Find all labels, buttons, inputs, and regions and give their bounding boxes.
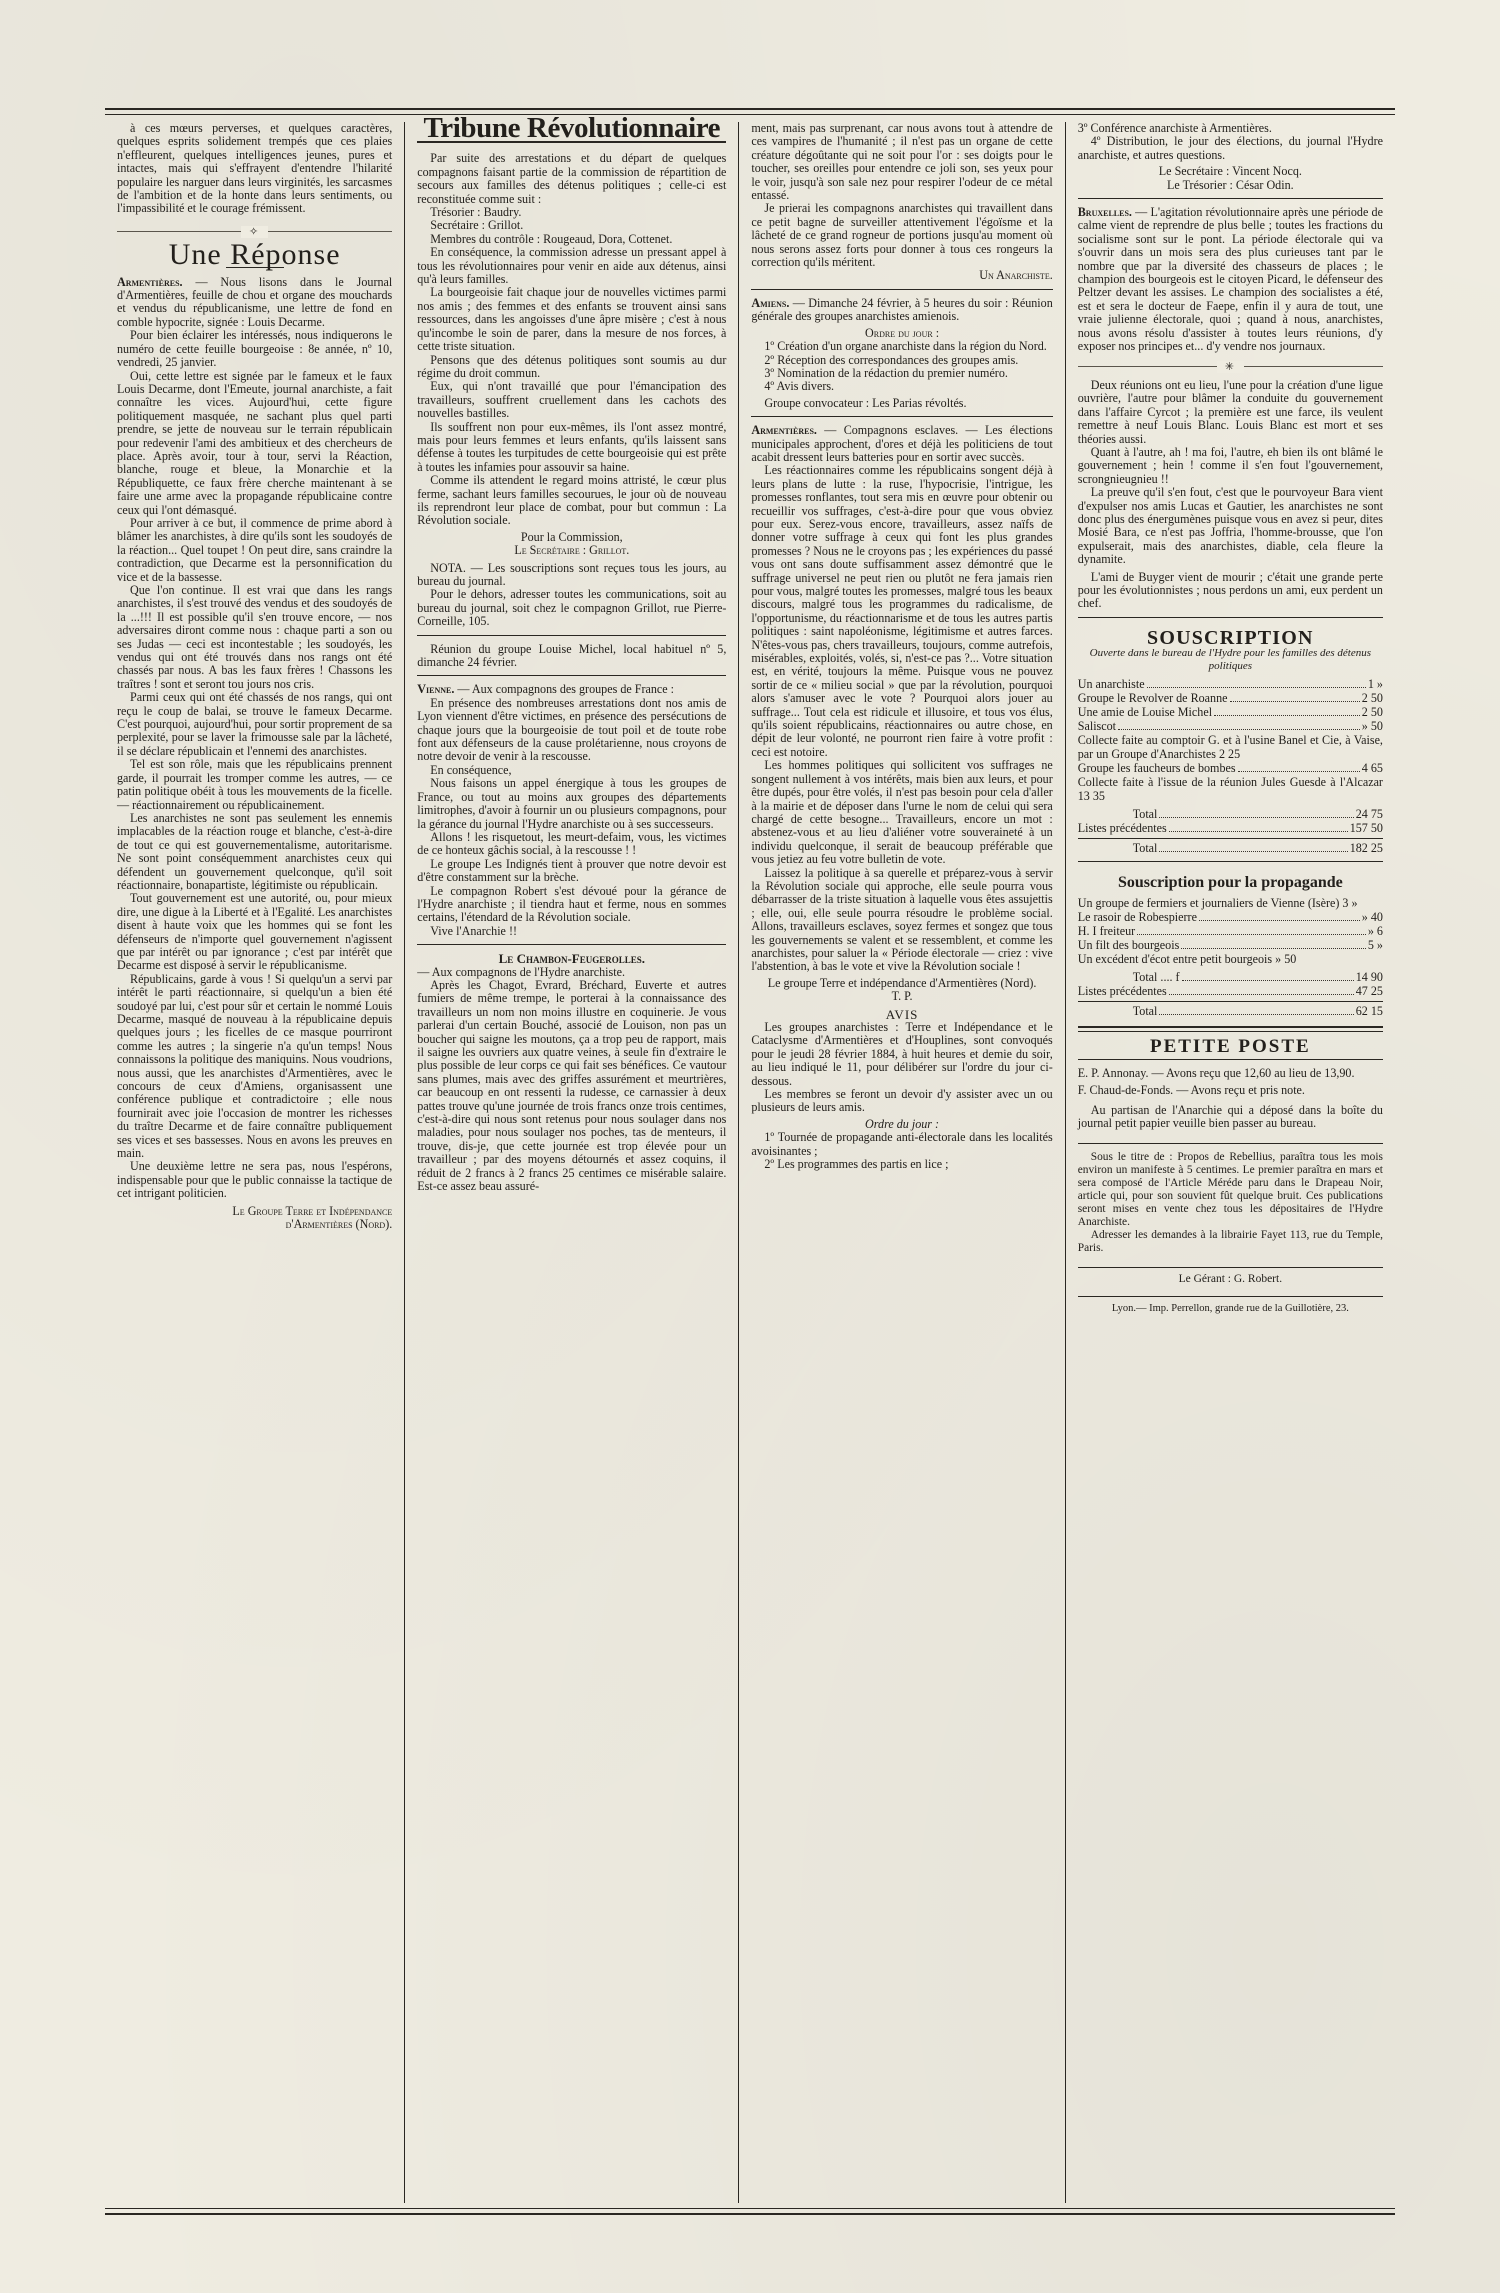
leader-dots (1159, 1014, 1353, 1015)
para: Comme ils attendent le regard moins attristé, le cœur plus ferme, sachant leurs familles secourues, le jour où de nouveau ils reprendront leur place de combat, pour but commun : La Révolution sociale. (417, 473, 727, 528)
dateline-bruxelles: Bruxelles. (1077, 205, 1132, 220)
armentieres-entry (751, 424, 1052, 464)
list-item (1078, 896, 1383, 910)
donor-name: Un excédent d'écot entre petit bourgeois (1077, 951, 1273, 966)
list-item (1078, 775, 1383, 803)
bruxelles-text: — L'agitation révolutionnaire après une période de calme vient de reprendre de plus belle ; toutes les fractions du socialisme sont sur le pont. La période électorale qui va s'ouvrir dans un mois sera des plus curieuses tant par le nombre que par la diversité des chasseurs de places ; le champion des bourgeois est le citoyen Picard, le défenseur des Peltzer devant les assises. Le champion des socialistes a été, est et sera le docteur de Faepe, enfin il y aura de tout, une vraie julienne électorale, quoi ; quand à nous, anarchistes, nous avons résolu d'assister à toutes leurs réunions, d'y exposer nos principes et... d'y vendre nos journaux. (1077, 205, 1383, 354)
armentieres-initials: T. P. (891, 989, 913, 1004)
donor-name: Un groupe de fermiers et journaliers de Vienne (Isère) (1077, 895, 1340, 910)
para: Le groupe Les Indignés tient à prouver que notre devoir est d'être constamment sur la brèche. (417, 856, 727, 885)
printer-colophon: Lyon.— Imp. Perrellon, grande rue de la Guillotière, 23. (1078, 1296, 1383, 1315)
grand-total-amount: 62 15 (1355, 1003, 1383, 1018)
donor-amount: » 50 (1275, 951, 1297, 966)
para: Pour arriver à ce but, il commence de prime abord à blâmer les anarchistes, à dire qu'ils sont les soudoyés de la réaction... Quel toupet ! On peut dire, sans craindre la contradiction, que Decarme est la personnification du vice et de la bassesse. (117, 515, 393, 584)
para: Républicains, garde à vous ! Si quelqu'un a servi par intérêt le parti réactionnaire, si quelqu'un a bien été soudoyé par lui, c'est pour sûr et certain le nommé Louis Decarme, masqué de nouveau à la républicaine depuis quelques jours ; les ficelles de ce masque pourriront comme les autres ; la singerie n'a qu'un temps! Nous connaissons la politique des maniquins. Nous voudrions, nous aussi, que les anarchistes d'Armentières, avec le concours de ceux d'Amiens, organisassent une conférence publique et contradictoire ; elle nous fournirait avec joie l'occasion de montrer les richesses du traître Decarme et de faire connaître publiquement ses vices et ses bassesses. Nous en avons les preuves en main. (117, 971, 393, 1161)
subscriber-name: Saliscot (1077, 719, 1117, 734)
para: En conséquence, (430, 762, 512, 777)
para: Tout gouvernement est une autorité, ou, pour mieux dire, une digue à la Liberté et à l'Egalité. Les anarchistes disent à haute voix que les hommes qui se font les défenseurs de n'importe quel gouvernement n'agissent que par intérêt ou par ignorance ; c'est par intérêt que Decarme est disposé à servir le républicanisme. (117, 891, 393, 973)
para: Après les Chagot, Evrard, Bréchard, Euverte et autres fumiers de même trempe, le porterai à la connaissance des travailleurs un nom non moins illustre en coquinerie. Je vous parlerai d'un certain Bouché, associé de Louison, non pas un boucher qui saigne les moutons, ça a trop peu de rapport, mais il saigne les ouvriers aux quatre veines, à seule fin d'extraire le plus possible de leur corps ce qui fait ses bénéfices. Ce vautour sans plumes, mais avec des griffes assurément et meurtrières, car beaucoup en ont ressenti la rudesse, ce carnassier à deux pattes trouve qu'une journée de trois francs onze trois centimes, c'est-à-dire qui nous sont retenus pour nous soulager dans nos maladies, pour nous soulager nos poches, tas de menteurs, il trouve, dis-je, que cette journée est trop élevée pour un travailleur ; par des moyens détournés et assez coquins, il réduit de 2 francs à 2 francs 25 centimes ce misérable salaire. Est-ce assez beau assuré- (417, 977, 727, 1194)
para: Parmi ceux qui ont été chassés de nos rangs, qui ont reçu le coup de balai, se trouve le fameux Decarme. C'est pourquoi, aujourd'hui, pour sortir proprement de sa perplexité, pour se laver la frimousse sale par la lâcheté, il se déclare républicain et l'ennemi des anarchistes. (117, 690, 393, 758)
section-divider (1078, 617, 1383, 618)
dateline-armentieres: Armentières. (117, 274, 183, 289)
leader-dots (1147, 687, 1366, 688)
amiens-convener: Groupe convocateur : Les Parias révoltés. (764, 395, 967, 410)
subscriber-name: Groupe le Revolver de Roanne (1077, 691, 1228, 706)
para: Une deuxième lettre ne sera pas, nous l'espérons, indispensable pour que le public connaisse la tactique de cet intrigant politicien. (117, 1159, 393, 1201)
para: Pensons que des détenus politiques sont soumis au dur régime du droit commun. (417, 352, 727, 380)
ornament-glyph-2: ✳ (1217, 361, 1244, 373)
ornament-divider (117, 225, 392, 239)
para: Allons ! les risquetout, les meurt-defaim, vous, les victimes de ce honteux gâchis social, à la rescousse ! ! (417, 829, 727, 858)
commission-signoff: Pour la Commission, (520, 529, 623, 544)
leader-dots (1169, 831, 1348, 832)
subscriber-name: Collecte faite à l'issue de la réunion Jules Guesde à l'Alcazar (1077, 775, 1383, 790)
petite-poste-item: E. P. Annonay. — Avons reçu que 12,60 au lieu de 13,90. (1077, 1066, 1355, 1081)
donor-amount: » 6 (1367, 923, 1383, 938)
grand-total-label: Total (1132, 841, 1158, 856)
bottom-rule (105, 2208, 1395, 2215)
para: ment, mais pas surprenant, car nous avons tout à attendre de ces vampires de l'humanité ; il n'est pas un organe de cette créature dégoûtante qui ne soit pour l'or : ses doigts pour le toucher, ses oreilles pour entendre ce joli son, ses yeux pour le voir, jusqu'à son sale nez pour respirer l'odeur de ce métal entassé. (751, 121, 1053, 203)
para: Tel est son rôle, mais que les républicains prennent garde, il pourrait les tromper comme les autres, — ce patin politique obéit à tous les mouvements de la ficelle. — réactionnairement ou républicainement. (117, 757, 393, 812)
leader-dots (1181, 948, 1366, 949)
signature-location: d'Armentières (Nord). (285, 1217, 393, 1232)
subscription-total-row (1078, 807, 1383, 821)
leader-dots (1214, 715, 1360, 716)
subscriber-name: Une amie de Louise Michel (1077, 705, 1213, 720)
leader-dots (1238, 771, 1360, 772)
leader-dots (1199, 920, 1360, 921)
subscription-previous-row (1078, 821, 1383, 835)
previous-label: Listes précédentes (1077, 983, 1167, 998)
avis-heading: AVIS (885, 1006, 919, 1022)
notice-text: Sous le titre de : Propos de Rebellius, paraîtra tous les mois environ un manifeste à 5 centimes. Le premier paraîtra en mars et sera composé de l'Article Méréde paru dans le Drapeau Noir, article qui, pour son souvient fût quelque bruit. Ces publications seront mises en vente chez tous les dépositaires de l'Hydre Anarchiste. (1077, 1150, 1383, 1228)
para: La bourgeoisie fait chaque jour de nouvelles victimes parmi nos amis ; des femmes et des enfants se trouvent ainsi sans ressources, dans les angoisses d'une âpre misère ; c'est à nous qu'incombe le soin de parer, dans la mesure de nos forces, à cette triste situation. (417, 285, 727, 354)
treasurer-line: Le Trésorier : César Odin. (1167, 177, 1294, 192)
previous-label: Listes précédentes (1077, 821, 1167, 836)
grand-total-amount: 182 25 (1349, 841, 1383, 856)
petite-poste-heading: PETITE POSTE (1149, 1035, 1311, 1057)
list-item (1078, 719, 1383, 733)
column-1 (105, 122, 404, 2203)
propagande-previous-row (1078, 984, 1383, 998)
notice-address: Adresser les demandes à la librairie Fayet 113, rue du Temple, Paris. (1077, 1228, 1383, 1254)
armentieres-intro (117, 276, 392, 330)
section-divider (417, 944, 726, 945)
columns-container (105, 112, 1395, 2203)
leader-dots (1230, 701, 1360, 702)
subscriber-amount: 4 65 (1361, 761, 1383, 776)
bruxelles-entry (1078, 206, 1383, 353)
agenda-item: 1º Création d'un organe anarchiste dans la région du Nord. (764, 339, 1047, 354)
souscription-subheading: Ouverte dans le bureau de l'Hydre pour les familles des détenus politiques (1089, 647, 1372, 672)
total-label: Total (1132, 807, 1158, 822)
subscriber-amount: 1 » (1367, 677, 1383, 692)
leader-dots (1118, 729, 1360, 730)
para: Les anarchistes ne sont pas seulement les ennemis implacables de la réaction rouge et blanche, c'est-à-dire de tout ce qui est gouvernementalisme, autoritarisme. Ne sont point conséquemment anarchistes ceux qui défendent un gouvernement quelconque, qu'il soit réactionnaire, bonapartiste, légitimiste ou républicain. (117, 810, 393, 892)
para-slogan: Vive l'Anarchie !! (430, 923, 518, 938)
leader-dots (1137, 934, 1366, 935)
list-item (1078, 691, 1383, 705)
previous-amount: 47 25 (1355, 983, 1383, 998)
donor-amount: 5 » (1367, 937, 1383, 952)
armentieres-intro-text: — Nous lisons dans le Journal d'Armentières, feuille de chou et organe des mouchards et vendus du républicanisme, une lettre de fond en comble hypocrite, signée : Louis Decarme. (117, 274, 393, 329)
propagande-heading: Souscription pour la propagande (1117, 874, 1343, 892)
para: En conséquence, la commission adresse un pressant appel à tous les révolutionnaires pour venir en aide aux détenus, ainsi qu'à leurs familles. (417, 245, 727, 287)
masthead-title: Tribune Révolutionnaire (423, 112, 721, 144)
vienne-intro: — Aux compagnons des groupes de France : (457, 682, 675, 697)
section-divider (1078, 861, 1383, 862)
agenda-item: 3º Nomination de la rédaction du premier numéro. (764, 365, 1008, 380)
signature-anarchist: Un Anarchiste. (979, 268, 1053, 283)
amiens-entry (751, 297, 1052, 324)
agenda-item: 1º Tournée de propagande anti-électorale dans les localités avoisinantes ; (751, 1130, 1053, 1158)
agenda-item: 4º Distribution, le jour des élections, du journal l'Hydre anarchiste, et autres questions. (1077, 134, 1383, 162)
para: Les hommes politiques qui sollicitent vos suffrages ne songent nullement à vos intérêts, mais bien aux leurs, et pour être dupés, pour être volés, il n'est pas besoin pour cela d'aller à la mairie et de déposer dans l'urne le nom de celui qui sera chargé de cette besogne... Travailleurs, encore un mot : abstenez-vous et au lieu d'aliéner votre souveraineté à un individu quelconque, il serait de beaucoup préférable que vous jetiez au feu votre bulletin de vote. (751, 758, 1053, 867)
para: L'ami de Buyger vient de mourir ; c'était une grande perte pour les évolutionnistes ; nous perdons un ami, eux perdent un chef. (1077, 569, 1383, 611)
total-amount: 14 90 (1355, 969, 1383, 984)
commission-treasurer: Trésorier : Baudry. (430, 205, 522, 220)
leader-dots (1159, 851, 1347, 852)
subscriber-name: Groupe les faucheurs de bombes (1077, 761, 1236, 776)
commission-secretary: Secrétaire : Grillot. (430, 218, 524, 233)
subscriber-amount: 2 50 (1361, 691, 1383, 706)
commission-secretary-sign: Le Secrétaire : Grillot. (514, 543, 630, 558)
para: Oui, cette lettre est signée par le fameux et le faux Louis Decarme, dont l'Emeute, journal anarchiste, a fait connaître les vices. Aujourd'hui, cette figure politiquement masquée, ne sachant plus quel parti prendre, se jette de nouveau sur le terrain républicain pour redevenir l'ami des ambitieux et des chercheurs de place. Après avoir, tour à tour, servi la Réaction, blanche, rouge et bleue, la Monarchie et la Républiquette, ce faux frère cherche maintenant à se faire une arme avec la propagande républicaine contre ceux qui l'ont démasqué. (117, 368, 393, 517)
propagande-total-row (1078, 970, 1383, 984)
section-divider (1078, 198, 1383, 199)
list-item (1078, 924, 1383, 938)
leader-dots (1182, 980, 1354, 981)
top-rule (105, 108, 1395, 115)
section-divider (1078, 1059, 1383, 1060)
para: Laissez la politique à sa querelle et préparez-vous à servir la Révolution sociale qui approche, elle seule pourra vous débarrasser de la triste situation à laquelle vous êtes assujettis ; elle, oui, elle seule pourra résoudre le problème social. Allons, travailleurs esclaves, soyez fermes et songez que tous les gouvernements se valent et se ressemblent, et comme les anarchistes, pour saluer la « Période électorale — criez : vive l'abstention, à bas le vote et vive la Révolution sociale ! (751, 865, 1053, 974)
section-divider (417, 635, 726, 636)
publication-notice (1078, 1143, 1383, 1255)
subscriber-amount: 2 50 (1361, 705, 1383, 720)
para: Les groupes anarchistes : Terre et Indépendance et le Cataclysme d'Armentières et d'Houplines, sont convoqués pour le jeudi 28 février 1884, à huit heures et demie du soir, au lieu indiqué le 11, pour délibérer sur l'ordre du jour ci-dessous. (751, 1020, 1053, 1088)
leader-dots (1159, 817, 1353, 818)
para: Les réactionnaires comme les républicains songent déjà à leurs plans de lutte : la ruse, l'hypocrisie, l'intrigue, les promesses ronflantes, tout sera mis en œuvre pour obtenir ou recueillir vos suffrages, c'est-à-dire pour que vous obviez pour eux. Serez-vous encore, travailleurs, assez naïfs de donner votre suffrage à ceux qui font les plus grandes promesses ? Nous ne le croyons pas ; les expériences du passé vous ont sans doute suffisamment assez démontré que le suffrage universel ne peut rien ou plutôt ne fera jamais rien pour vous, malgré toutes les promesses, malgré tous les beaux discours, malgré tous les programmes du radicalisme, de l'opportunisme, du réactionnarisme et de tous les autres partis politiques : saint napoléonisme, légitimisme et autres farces. N'êtes-vous pas, chers travailleurs, toujours, comme autrefois, misérables, exploités, volés, si, n'est-ce pas ?... Votre situation est, en vérité, toujours la même. Puisque vous ne pouvez sortir de ce « milieu social » que par la révolution, pourquoi alors s'amuser avec le vote ? Pourquoi alors jouer au suffrage... Tout cela est ridicule et illusoire, et tous vos élus, qu'ils soient républicains, réactionnaires ou autre chose, en dépit de leur volonté, ne pourront rien faire à votre profit : ceci est notoire. (751, 463, 1053, 759)
petite-poste-item: Au partisan de l'Anarchie qui a déposé dans la boîte du journal petit papier veuille bien passer au bureau. (1077, 1102, 1383, 1131)
list-item (1078, 705, 1383, 719)
chambon-intro: — Aux compagnons de l'Hydre anarchiste. (417, 964, 625, 979)
section-divider (751, 416, 1052, 417)
donor-name: H. I freiteur (1077, 923, 1136, 938)
double-rule (1078, 1026, 1383, 1032)
vienne-entry (417, 683, 726, 696)
para: La preuve qu'il s'en fout, c'est que le pourvoyeur Bara vient d'expulser nos amis Lucas et Gautier, les anarchistes ne sont donc plus des énergumènes puisque vous en avez si peur, dites Mosié Bara, ce n'est pas Joffria, l'homme-brousse, que l'on expulserait, mais des anarchistes, diable, cela fleure la dynamite. (1077, 485, 1383, 567)
total-amount: 24 75 (1355, 807, 1383, 822)
list-item (1078, 761, 1383, 775)
armentieres-group-sign: Le groupe Terre et indépendance d'Armentières (Nord). (767, 975, 1037, 990)
section-divider (417, 675, 726, 676)
para: Nous faisons un appel énergique à tous les groupes de France, ou tout au moins aux groupes des départements limitrophes, d'avoir à fournir un ou plusieurs compagnons, pour la gérance du journal l'Hydre anarchiste ou à ses successeurs. (417, 776, 727, 831)
dateline-chambon: Le Chambon-Feugerolles. (498, 951, 645, 967)
agenda-item: 3º Conférence anarchiste à Armentières. (1077, 121, 1272, 135)
gerant-line: Le Gérant : G. Robert. (1078, 1267, 1383, 1286)
list-item (1078, 910, 1383, 924)
para: Pour le dehors, adresser toutes les communications, soit au bureau du journal, soit chez le compagnon Grillot, rue Pierre-Corneille, 105. (417, 587, 727, 629)
list-item (1078, 677, 1383, 691)
para: En présence des nombreuses arrestations dont nos amis de Lyon viennent d'être victimes, en présence des persécutions de chaque jours que la bourgeoisie de tout poil et de toute robe font aux défenseurs de la cause prolétarienne, nous croyons de notre devoir de venir à la rescousse. (417, 695, 727, 764)
list-item (1078, 938, 1383, 952)
para: Pour bien éclairer les intéressés, nous indiquerons le numéro de cette feuille bourgeoise : 8e année, nº 10, vendredi, 25 janvier. (117, 328, 393, 370)
para: Les membres se feront un devoir d'y assister avec un ou plusieurs de leurs amis. (751, 1087, 1053, 1115)
para: Ils souffrent non pour eux-mêmes, ils l'ont assez montré, mais pour leurs femmes et leurs enfants, qu'ils laissent sans défense à toutes les turpitudes de cette bourgeoisie qui est prête à toutes les infamies pour assouvir sa haine. (417, 419, 727, 474)
leader-dots (1169, 994, 1354, 995)
column-3 (738, 122, 1064, 2203)
grand-total-label: Total (1132, 1003, 1158, 1018)
subscriber-amount: 13 35 (1077, 789, 1105, 804)
secretary-line: Le Secrétaire : Vincent Nocq. (1158, 164, 1302, 179)
avis-agenda-heading: Ordre du jour : (865, 1116, 940, 1131)
subscriber-name: Un anarchiste (1077, 677, 1145, 692)
lead-paragraph: à ces mœurs perverses, et quelques caractères, quelques esprits solidement trempés que ces plaies n'effleurent, quelques intelligences jeunes, pures et intactes, mais qui s'effrayent d'entendre l'hilarité populaire les narguer dans leurs virginités, les sarcasmes de l'ambition et de la honte dans leurs sentiments, ou l'impassibilité et le courage frémissent. (117, 121, 393, 216)
column-4 (1065, 122, 1395, 2203)
article-title: Une Réponse (168, 238, 341, 272)
armentieres-text: — Compagnons esclaves. — Les élections municipales approchent, d'ores et déjà les politiciens de tout acabit dressent leurs batteries pour en sortir avec succès. (751, 423, 1053, 464)
para: Eux, qui n'ont travaillé que pour l'émancipation des travailleurs, souffrent cruellement dans les cachots des nouvelles bastilles. (417, 379, 727, 421)
para: Deux réunions ont eu lieu, l'une pour la création d'une ligue ouvrière, l'autre pour blâmer la conduite du gouvernement dans l'affaire Cyrcot ; la première est une farce, ils veulent remettre à neuf Louis Blanc. Louis Blanc est mort et ses théories aussi. (1077, 377, 1383, 446)
donor-amount: 3 » (1342, 895, 1358, 910)
subscriber-amount: » 50 (1361, 719, 1383, 734)
amiens-agenda-heading: Ordre du jour : (865, 325, 940, 340)
para: Par suite des arrestations et du départ de quelques compagnons faisant partie de la commission de répartition de secours aux familles des détenus politiques ; celle-ci est reconstituée comme suit : (417, 151, 727, 206)
subscription-grand-total-row (1078, 838, 1383, 855)
donor-name: Le rasoir de Robespierre (1077, 909, 1197, 924)
subscriber-amount: 2 25 (1218, 747, 1241, 762)
section-divider (751, 289, 1052, 290)
para: Que l'on continue. Il est vrai que dans les rangs anarchistes, il s'est trouvé des vendus et des soudoyés de la ...!!! Il est possible qu'il s'en trouve encore, — nos adversaires diront comme nous : chaque parti a son ou ses Judas — ceci est incontestable ; les soudoyés, les vendus qui ont été trouvés dans nos rangs ont été chassés par nous. A bas les faux frères ! Chassons les traîtres ! sont et seront tou jours nos cris. (117, 583, 393, 691)
total-label: Total .... f (1132, 969, 1180, 984)
agenda-item: 4º Avis divers. (764, 379, 835, 394)
meeting-notice: Réunion du groupe Louise Michel, local habituel nº 5, dimanche 24 février. (417, 641, 727, 670)
list-item (1078, 733, 1383, 761)
previous-amount: 157 50 (1349, 821, 1383, 836)
petite-poste-item: F. Chaud-de-Fonds. — Avons reçu et pris note. (1077, 1083, 1305, 1098)
ornament-glyph: ✧ (241, 226, 268, 238)
agenda-item: 2º Réception des correspondances des groupes amis. (764, 352, 1019, 367)
commission-control: Membres du contrôle : Rougeaud, Dora, Cottenet. (430, 231, 673, 246)
para: Je prierai les compagnons anarchistes qui travaillent dans ce petit bagne de surveiller attentivement l'égoïsme et la lâcheté de ce grand rogneur de portions jusqu'au moment où nous serons assez forts pour donner à tous ces rongeurs la correction qu'ils méritent. (751, 201, 1053, 270)
subscriber-name: Collecte faite au comptoir G. et à l'usine Banel et Cie, à Vaise, par un Groupe d'Anarchistes (1077, 733, 1383, 762)
para: Le compagnon Robert s'est dévoué pour la gérance de l'Hydre anarchiste ; il tiendra haut et ferme, nous en sommes certains, l'étendard de la Révolution sociale. (417, 883, 727, 925)
para-nota: NOTA. — Les souscriptions sont reçues tous les jours, au bureau du journal. (417, 560, 727, 588)
signature-group: Le Groupe Terre et Indépendance (232, 1203, 393, 1218)
donor-amount: » 40 (1361, 909, 1383, 924)
agenda-item: 2º Les programmes des partis en lice ; (764, 1157, 949, 1172)
list-item (1078, 952, 1383, 966)
column-2 (404, 112, 738, 2203)
dateline-amiens: Amiens. (751, 295, 790, 310)
amiens-text: — Dimanche 24 février, à 5 heures du soir : Réunion générale des groupes anarchistes amienois. (751, 295, 1053, 324)
dateline-vienne: Vienne. (417, 682, 455, 697)
donor-name: Un filt des bourgeois (1077, 937, 1180, 952)
ornament-divider-2 (1078, 360, 1383, 374)
dateline-armentieres-2: Armentières. (751, 423, 817, 438)
propagande-grand-total-row (1078, 1001, 1383, 1018)
souscription-heading: SOUSCRIPTION (1147, 626, 1314, 649)
para: Quant à l'autre, ah ! ma foi, l'autre, eh bien ils ont blâmé le gouvernement ; hein ! comme il s'en fout l'gouvernement, scrongnieugnieu !! (1077, 444, 1383, 486)
